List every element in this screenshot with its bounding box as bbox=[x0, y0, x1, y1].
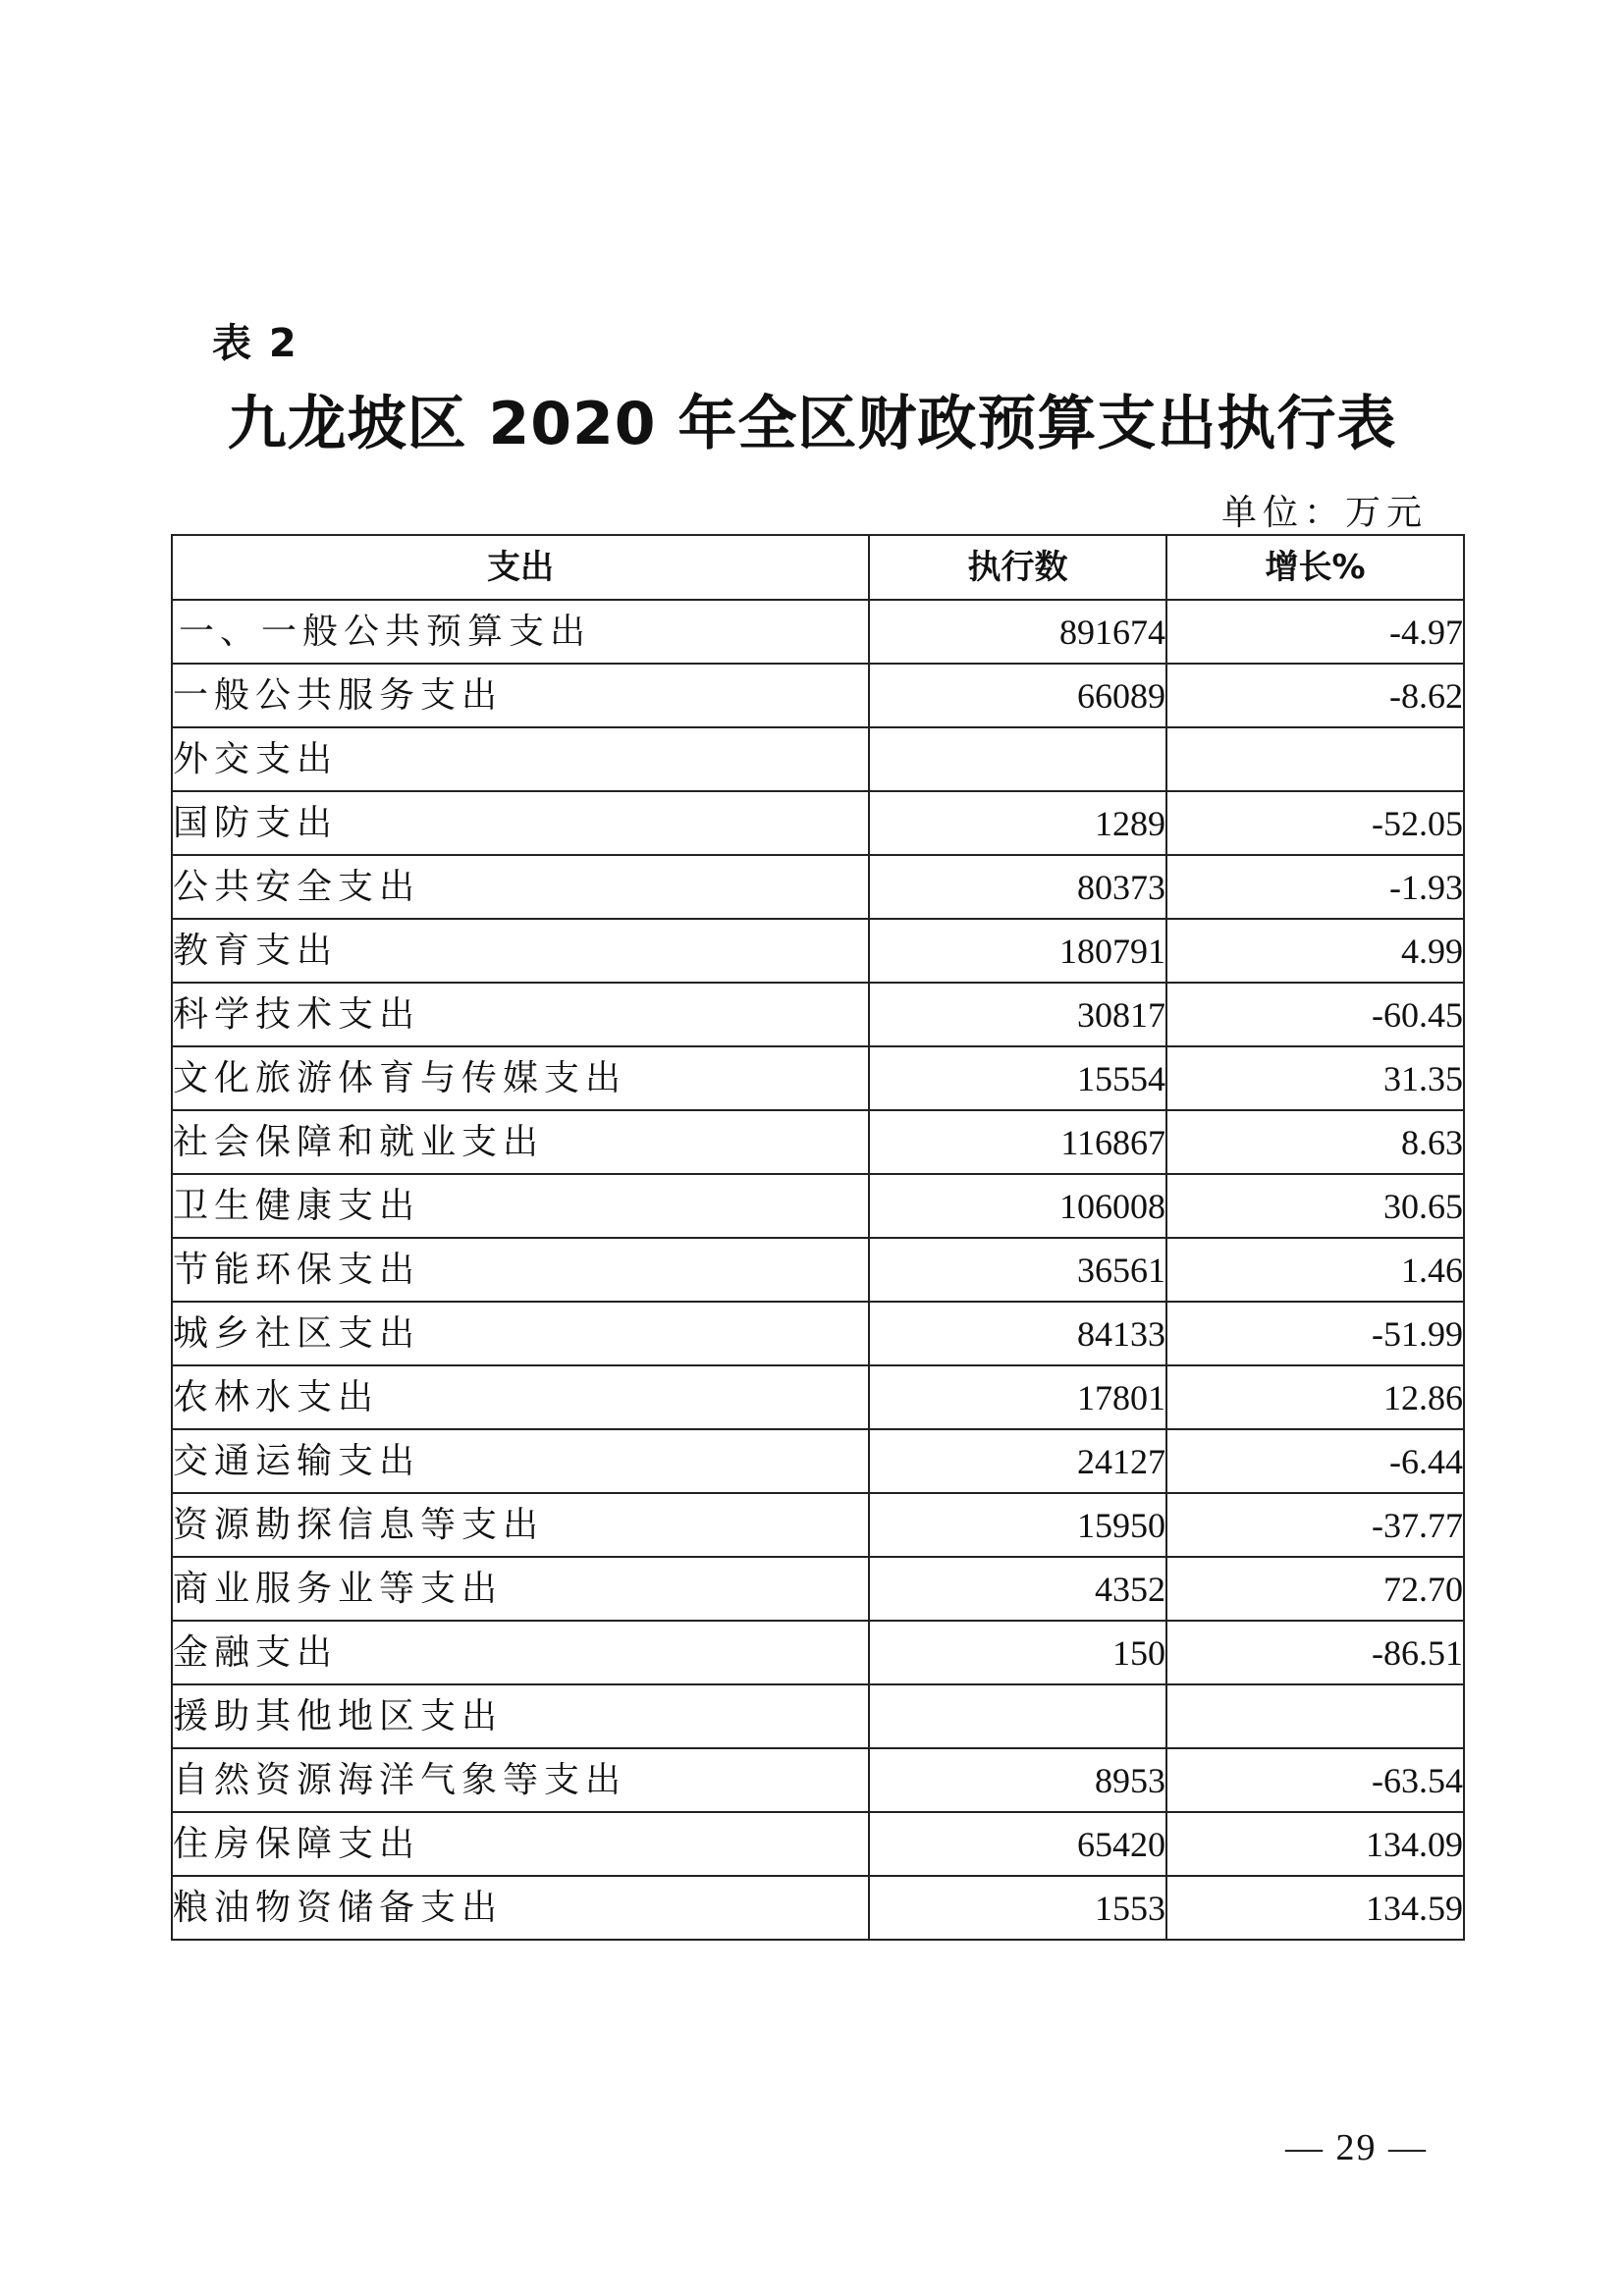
table-row bbox=[172, 1876, 1464, 1940]
table-row bbox=[172, 1684, 1464, 1748]
expenditure-item: 城乡社区支出 bbox=[172, 1302, 869, 1365]
expenditure-item: 住房保障支出 bbox=[172, 1812, 869, 1876]
unit-label: 单位：万元 bbox=[1220, 493, 1428, 533]
page-number: — 29 — bbox=[1285, 2127, 1428, 2168]
table-header-row bbox=[172, 535, 1464, 600]
executed-amount-cell: 66089 bbox=[869, 664, 1166, 727]
growth-cell: -51.99 bbox=[1166, 1302, 1464, 1365]
growth-cell: 30.65 bbox=[1166, 1174, 1464, 1238]
expenditure-item: 交通运输支出 bbox=[172, 1429, 869, 1493]
growth-cell: 134.59 bbox=[1166, 1876, 1464, 1940]
executed-amount-cell: 1553 bbox=[869, 1876, 1166, 1940]
growth-cell bbox=[1166, 727, 1464, 791]
expenditure-item: 外交支出 bbox=[172, 727, 869, 791]
executed-amount-cell: 80373 bbox=[869, 855, 1166, 919]
expenditure-item: 国防支出 bbox=[172, 791, 869, 855]
table-row bbox=[172, 1110, 1464, 1174]
executed-amount-cell: 36561 bbox=[869, 1238, 1166, 1302]
executed-amount-cell: 150 bbox=[869, 1621, 1166, 1684]
executed-amount-cell: 30817 bbox=[869, 983, 1166, 1046]
table-row bbox=[172, 1493, 1464, 1557]
growth-cell: -8.62 bbox=[1166, 664, 1464, 727]
table-row bbox=[172, 855, 1464, 919]
growth-cell bbox=[1166, 1684, 1464, 1748]
growth-cell: -37.77 bbox=[1166, 1493, 1464, 1557]
growth-cell: 12.86 bbox=[1166, 1365, 1464, 1429]
expenditure-item: 资源勘探信息等支出 bbox=[172, 1493, 869, 1557]
table-row bbox=[172, 727, 1464, 791]
expenditure-item: 粮油物资储备支出 bbox=[172, 1876, 869, 1940]
executed-amount-cell: 84133 bbox=[869, 1302, 1166, 1365]
table-row bbox=[172, 791, 1464, 855]
growth-cell: 134.09 bbox=[1166, 1812, 1464, 1876]
expenditure-item: 商业服务业等支出 bbox=[172, 1557, 869, 1621]
expenditure-item: 卫生健康支出 bbox=[172, 1174, 869, 1238]
table-row bbox=[172, 664, 1464, 727]
table-row bbox=[172, 1812, 1464, 1876]
header-executed-amount: 执行数 bbox=[869, 535, 1166, 600]
growth-cell: -60.45 bbox=[1166, 983, 1464, 1046]
header-expenditure: 支出 bbox=[172, 535, 869, 600]
growth-cell: -1.93 bbox=[1166, 855, 1464, 919]
executed-amount-cell: 1289 bbox=[869, 791, 1166, 855]
table-row bbox=[172, 600, 1464, 664]
table-row bbox=[172, 983, 1464, 1046]
expenditure-item: 公共安全支出 bbox=[172, 855, 869, 919]
growth-cell: 72.70 bbox=[1166, 1557, 1464, 1621]
executed-amount-cell: 106008 bbox=[869, 1174, 1166, 1238]
table-label: 表 2 bbox=[212, 321, 298, 366]
growth-cell: 4.99 bbox=[1166, 919, 1464, 983]
table-row bbox=[172, 1748, 1464, 1812]
expenditure-item: 援助其他地区支出 bbox=[172, 1684, 869, 1748]
growth-cell: 31.35 bbox=[1166, 1046, 1464, 1110]
expenditure-item: 自然资源海洋气象等支出 bbox=[172, 1748, 869, 1812]
executed-amount-cell: 180791 bbox=[869, 919, 1166, 983]
header-growth: 增长% bbox=[1166, 535, 1464, 600]
expenditure-item: 教育支出 bbox=[172, 919, 869, 983]
growth-cell: -6.44 bbox=[1166, 1429, 1464, 1493]
document-title: 九龙坡区 2020 年全区财政预算支出执行表 bbox=[227, 390, 1397, 458]
executed-amount-cell: 15554 bbox=[869, 1046, 1166, 1110]
expenditure-item: 文化旅游体育与传媒支出 bbox=[172, 1046, 869, 1110]
executed-amount-cell: 8953 bbox=[869, 1748, 1166, 1812]
table-row bbox=[172, 1046, 1464, 1110]
table-row bbox=[172, 919, 1464, 983]
growth-cell: -63.54 bbox=[1166, 1748, 1464, 1812]
executed-amount-cell: 17801 bbox=[869, 1365, 1166, 1429]
budget-expenditure-table bbox=[171, 534, 1465, 1941]
executed-amount-cell: 891674 bbox=[869, 600, 1166, 664]
executed-amount-cell: 15950 bbox=[869, 1493, 1166, 1557]
table-row bbox=[172, 1238, 1464, 1302]
growth-cell: -52.05 bbox=[1166, 791, 1464, 855]
growth-cell: -86.51 bbox=[1166, 1621, 1464, 1684]
executed-amount-cell: 65420 bbox=[869, 1812, 1166, 1876]
executed-amount-cell: 24127 bbox=[869, 1429, 1166, 1493]
growth-cell: 8.63 bbox=[1166, 1110, 1464, 1174]
expenditure-item: 农林水支出 bbox=[172, 1365, 869, 1429]
executed-amount-cell: 4352 bbox=[869, 1557, 1166, 1621]
table-row bbox=[172, 1365, 1464, 1429]
expenditure-item: 社会保障和就业支出 bbox=[172, 1110, 869, 1174]
table-row bbox=[172, 1302, 1464, 1365]
expenditure-item: 科学技术支出 bbox=[172, 983, 869, 1046]
expenditure-item: 一、一般公共预算支出 bbox=[172, 600, 869, 664]
expenditure-item: 节能环保支出 bbox=[172, 1238, 869, 1302]
executed-amount-cell bbox=[869, 727, 1166, 791]
expenditure-item: 金融支出 bbox=[172, 1621, 869, 1684]
table-row bbox=[172, 1174, 1464, 1238]
growth-cell: 1.46 bbox=[1166, 1238, 1464, 1302]
executed-amount-cell bbox=[869, 1684, 1166, 1748]
table-row bbox=[172, 1621, 1464, 1684]
executed-amount-cell: 116867 bbox=[869, 1110, 1166, 1174]
expenditure-item: 一般公共服务支出 bbox=[172, 664, 869, 727]
table-row bbox=[172, 1557, 1464, 1621]
table-row bbox=[172, 1429, 1464, 1493]
growth-cell: -4.97 bbox=[1166, 600, 1464, 664]
